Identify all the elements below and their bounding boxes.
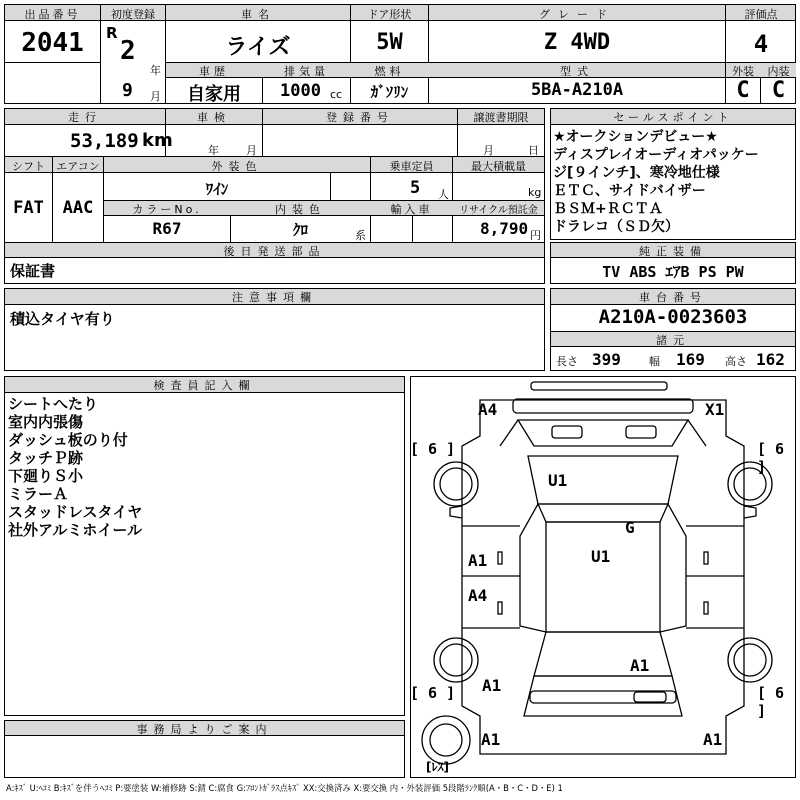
inspector-note: シートへたり xyxy=(8,395,99,413)
displacement-unit: cc xyxy=(330,88,343,101)
inspector-notes xyxy=(8,395,142,539)
office-label: 事務局よりご案内 xyxy=(136,723,273,736)
sales-point-line: ＥＴＣ、サイドバイザー xyxy=(553,183,706,199)
mark-a1-bottom-right: A1 xyxy=(703,730,723,749)
car-name-label: 車名 xyxy=(241,8,275,21)
width: 169 xyxy=(676,350,705,369)
inspection-month-unit: 月 xyxy=(246,144,257,157)
inspector-note: 室内内張傷 xyxy=(8,413,84,431)
sales-point-line: ドラレコ（ＳＤ欠） xyxy=(553,219,679,235)
tire-depth-front-right: [ 6 ] xyxy=(757,440,785,476)
model-label: 型式 xyxy=(560,65,594,78)
recycle-label: リサイクル預託金 xyxy=(459,205,538,216)
displacement-label: 排気量 xyxy=(284,65,329,78)
tire-depth-front-left: [ 6 ] xyxy=(410,440,456,458)
color-no-label: カラーNo. xyxy=(132,203,202,216)
era: R xyxy=(106,24,118,42)
int-color-unit: 系 xyxy=(355,229,366,242)
score-label: 評価点 xyxy=(744,8,778,21)
mark-g-glass: G xyxy=(625,518,635,537)
mark-u1-body: U1 xyxy=(591,547,611,566)
mileage: 53,189 xyxy=(70,130,139,152)
sales-points-label: セールスポイント xyxy=(613,111,733,124)
mark-a1-rear-right: A1 xyxy=(630,656,650,675)
color: ﾜｲﾝ xyxy=(205,180,229,198)
mark-a4-left-rear: A4 xyxy=(468,586,488,605)
sales-point-line: ＢＳＭ+ＲＣＴＡ xyxy=(553,201,663,217)
lot-no: 2041 xyxy=(21,28,84,58)
shift-label: シフト xyxy=(12,160,45,173)
inspector-note: タッチＰ跡 xyxy=(8,449,84,467)
displacement: 1000 xyxy=(280,81,321,101)
later-parts-label: 後日発送部品 xyxy=(223,245,326,258)
tire-depth-rear-right: [ 6 ] xyxy=(757,684,785,720)
grade: Z 4WD xyxy=(543,30,611,55)
month-unit: 月 xyxy=(150,90,161,103)
fuel-label: 燃料 xyxy=(374,65,405,78)
recycle-unit: 円 xyxy=(530,229,541,242)
equipment-label: 純正装備 xyxy=(639,245,707,258)
import-label: 輸入車 xyxy=(390,203,433,216)
reg-no-label: 登録番号 xyxy=(326,111,394,124)
width-label: 幅 xyxy=(649,355,660,368)
inspector-note: ミラーＡ xyxy=(8,485,69,503)
mileage-label: 走行 xyxy=(68,111,102,124)
grade-label: グレード xyxy=(539,8,615,21)
legend: A:ｷｽﾞ U:ﾍｺﾐ B:ｷｽﾞを伴うﾍｺﾐ P:要塗装 W:補修跡 S:錆 C:腐食 G:ﾌﾛﾝﾄｶﾞﾗｽ点ｷｽﾞ XX:交換済み X:要交換 内・外装評価 5段階ﾗﾝｸ順(A・B・C・D・E) 1 xyxy=(6,783,563,793)
inspector-note: スタッドレスタイヤ xyxy=(8,503,143,521)
mark-u1-roof: U1 xyxy=(548,471,568,490)
reg-year: 2 xyxy=(120,36,136,66)
first-reg-label: 初度登録 xyxy=(111,8,155,21)
mark-a4-top: A4 xyxy=(478,400,498,419)
score: 4 xyxy=(753,30,769,58)
inspector-note: 下廻りＳ小 xyxy=(8,467,84,485)
recycle: 8,790 xyxy=(480,219,529,238)
inspection-label: 車検 xyxy=(197,111,231,124)
load-label: 最大積載量 xyxy=(471,160,526,173)
capacity: 5 xyxy=(410,178,421,198)
mileage-unit: km xyxy=(142,130,173,151)
fuel: ｶﾞｿﾘﾝ xyxy=(370,83,409,101)
mark-a1-left-door: A1 xyxy=(468,551,488,570)
car-name: ライズ xyxy=(225,35,291,60)
color-no: R67 xyxy=(152,219,182,238)
height-label: 高さ xyxy=(725,355,747,368)
int-color: ｸﾛ xyxy=(292,221,308,239)
specs-label: 諸元 xyxy=(656,334,690,347)
spare-tire-status: [ﾚｽ] xyxy=(426,760,449,774)
mark-a1-rear-left: A1 xyxy=(482,676,502,695)
model: 5BA-A210A xyxy=(530,80,624,100)
load-unit: kg xyxy=(528,186,542,199)
mark-x1-top: X1 xyxy=(705,400,725,419)
mark-a1-bottom-left: A1 xyxy=(481,730,501,749)
sales-point-line: ジ[９インチ]、寒冷地仕様 xyxy=(553,165,720,181)
car-diagram xyxy=(410,376,796,778)
equipment: TV ABS ｴｱB PS PW xyxy=(602,263,744,281)
sales-points-list xyxy=(553,128,759,236)
inspector-note: ダッシュ板のり付 xyxy=(8,431,128,449)
lot-no-label: 出品番号 xyxy=(24,8,81,21)
inspector-note: 社外アルミホイール xyxy=(8,521,143,539)
capacity-label: 乗車定員 xyxy=(389,160,434,173)
history-label: 車歴 xyxy=(199,65,229,78)
history: 自家用 xyxy=(187,84,241,105)
ac: AAC xyxy=(62,198,94,218)
reg-month: 9 xyxy=(122,80,133,101)
year-unit: 年 xyxy=(150,64,161,77)
ac-label: エアコン xyxy=(56,160,100,173)
inspector-label: 検査員記入欄 xyxy=(153,379,256,392)
sales-point-line: ★オークションデビュー★ xyxy=(553,129,718,145)
tire-depth-rear-left: [ 6 ] xyxy=(410,684,456,702)
color-label: 外装色 xyxy=(211,160,263,173)
sales-point-line: ディスプレイオーディオパッケー xyxy=(553,147,759,163)
int-color-label: 内装色 xyxy=(275,203,326,216)
length: 399 xyxy=(592,350,621,369)
transfer-day-unit: 日 xyxy=(528,144,539,157)
ext-grade: C xyxy=(736,78,750,103)
ext-grade-label: 外装 xyxy=(732,65,754,78)
shift: FAT xyxy=(13,198,44,218)
inspection-year-unit: 年 xyxy=(208,144,219,157)
door: 5W xyxy=(376,30,403,55)
caution: 積込タイヤ有り xyxy=(10,310,115,328)
door-label: ドア形状 xyxy=(367,8,412,21)
transfer-month-unit: 月 xyxy=(483,144,494,157)
caution-label: 注意事項欄 xyxy=(232,291,317,304)
height: 162 xyxy=(756,350,785,369)
chassis-label: 車台番号 xyxy=(639,291,707,304)
int-grade: C xyxy=(771,78,786,103)
chassis-number: A210A-0023603 xyxy=(598,306,748,328)
length-label: 長さ xyxy=(556,355,578,368)
later-parts-block xyxy=(4,242,545,284)
capacity-unit: 人 xyxy=(438,188,449,201)
transfer-label: 譲渡書期限 xyxy=(473,111,529,124)
later-parts: 保証書 xyxy=(10,262,56,280)
int-grade-label: 内装 xyxy=(767,65,790,78)
